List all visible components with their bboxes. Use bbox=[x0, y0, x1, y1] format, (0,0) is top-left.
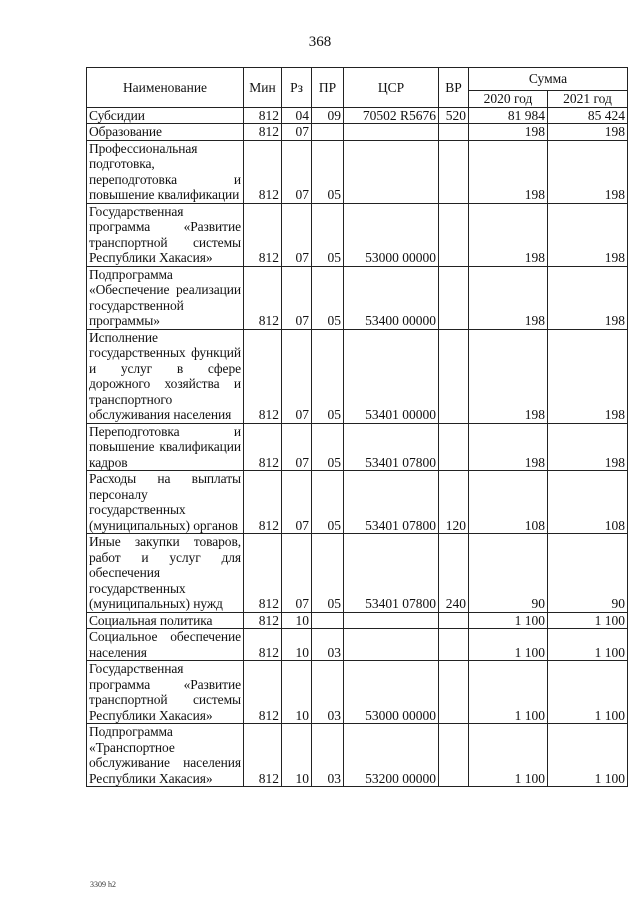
cell-y2021: 1 100 bbox=[548, 612, 628, 629]
cell-min: 812 bbox=[244, 724, 282, 787]
cell-y2021: 108 bbox=[548, 471, 628, 534]
cell-y2020: 1 100 bbox=[469, 661, 548, 724]
cell-vr bbox=[439, 629, 469, 661]
cell-rz: 07 bbox=[282, 266, 312, 329]
cell-y2021: 198 bbox=[548, 266, 628, 329]
cell-vr bbox=[439, 124, 469, 141]
cell-name: Переподготовка и повышение квалификации кадров bbox=[87, 423, 244, 471]
cell-y2021: 198 bbox=[548, 124, 628, 141]
cell-y2020: 198 bbox=[469, 124, 548, 141]
cell-rz: 07 bbox=[282, 140, 312, 203]
cell-csr: 53401 07800 bbox=[344, 423, 439, 471]
table-row bbox=[87, 107, 628, 124]
cell-csr bbox=[344, 612, 439, 629]
cell-rz: 04 bbox=[282, 107, 312, 124]
cell-rz: 10 bbox=[282, 661, 312, 724]
cell-min: 812 bbox=[244, 203, 282, 266]
header-sum: Сумма bbox=[469, 68, 628, 91]
table-row bbox=[87, 423, 628, 471]
page-number: 368 bbox=[308, 34, 332, 50]
cell-pr: 09 bbox=[312, 107, 344, 124]
cell-min: 812 bbox=[244, 534, 282, 613]
cell-pr: 05 bbox=[312, 203, 344, 266]
cell-min: 812 bbox=[244, 107, 282, 124]
cell-vr bbox=[439, 423, 469, 471]
table-row bbox=[87, 471, 628, 534]
cell-rz: 07 bbox=[282, 329, 312, 423]
header-2021: 2021 год bbox=[548, 91, 628, 108]
table-row bbox=[87, 629, 628, 661]
cell-name: Подпрограмма «Обеспечение реализации государственной программы» bbox=[87, 266, 244, 329]
cell-rz: 07 bbox=[282, 203, 312, 266]
cell-name: Социальное обеспечение населения bbox=[87, 629, 244, 661]
header-min: Мин bbox=[244, 68, 282, 108]
table-row bbox=[87, 124, 628, 141]
cell-pr: 05 bbox=[312, 534, 344, 613]
cell-name: Субсидии bbox=[87, 107, 244, 124]
table-row bbox=[87, 140, 628, 203]
cell-vr: 520 bbox=[439, 107, 469, 124]
cell-min: 812 bbox=[244, 629, 282, 661]
cell-y2020: 198 bbox=[469, 266, 548, 329]
cell-y2020: 81 984 bbox=[469, 107, 548, 124]
cell-vr bbox=[439, 203, 469, 266]
cell-y2020: 90 bbox=[469, 534, 548, 613]
cell-y2020: 198 bbox=[469, 423, 548, 471]
cell-name: Исполнение государственных функций и услуг в сфере дорожного хозяйства и транспортного обслуживания населения bbox=[87, 329, 244, 423]
table-row bbox=[87, 203, 628, 266]
cell-pr: 05 bbox=[312, 140, 344, 203]
cell-y2021: 1 100 bbox=[548, 724, 628, 787]
cell-min: 812 bbox=[244, 140, 282, 203]
cell-csr bbox=[344, 629, 439, 661]
cell-csr bbox=[344, 124, 439, 141]
cell-y2020: 1 100 bbox=[469, 612, 548, 629]
cell-vr bbox=[439, 329, 469, 423]
cell-y2021: 198 bbox=[548, 329, 628, 423]
cell-name: Государственная программа «Развитие транспортной системы Республики Хакасия» bbox=[87, 661, 244, 724]
cell-min: 812 bbox=[244, 471, 282, 534]
cell-name: Социальная политика bbox=[87, 612, 244, 629]
header-pr: ПР bbox=[312, 68, 344, 108]
cell-min: 812 bbox=[244, 124, 282, 141]
cell-vr bbox=[439, 661, 469, 724]
header-rz: Рз bbox=[282, 68, 312, 108]
cell-name: Государственная программа «Развитие транспортной системы Республики Хакасия» bbox=[87, 203, 244, 266]
cell-vr bbox=[439, 140, 469, 203]
cell-name: Подпрограмма «Транспортное обслуживание населения Республики Хакасия» bbox=[87, 724, 244, 787]
cell-pr: 03 bbox=[312, 629, 344, 661]
cell-min: 812 bbox=[244, 329, 282, 423]
cell-csr: 53401 07800 bbox=[344, 471, 439, 534]
cell-vr bbox=[439, 724, 469, 787]
cell-y2020: 1 100 bbox=[469, 629, 548, 661]
cell-y2020: 198 bbox=[469, 203, 548, 266]
cell-name: Иные закупки товаров, работ и услуг для обеспечения государственных (муниципальных) нужд bbox=[87, 534, 244, 613]
cell-rz: 07 bbox=[282, 124, 312, 141]
cell-pr: 03 bbox=[312, 661, 344, 724]
cell-rz: 07 bbox=[282, 423, 312, 471]
header-row bbox=[87, 68, 628, 91]
cell-y2021: 198 bbox=[548, 140, 628, 203]
cell-csr: 53200 00000 bbox=[344, 724, 439, 787]
cell-name: Расходы на выплаты персоналу государственных (муниципальных) органов bbox=[87, 471, 244, 534]
cell-y2020: 198 bbox=[469, 329, 548, 423]
cell-vr bbox=[439, 612, 469, 629]
cell-vr: 120 bbox=[439, 471, 469, 534]
table-row bbox=[87, 612, 628, 629]
cell-min: 812 bbox=[244, 661, 282, 724]
header-name: Наименование bbox=[87, 68, 244, 108]
cell-csr bbox=[344, 140, 439, 203]
cell-csr: 53401 07800 bbox=[344, 534, 439, 613]
cell-rz: 07 bbox=[282, 534, 312, 613]
cell-pr: 05 bbox=[312, 471, 344, 534]
cell-name: Образование bbox=[87, 124, 244, 141]
cell-pr: 05 bbox=[312, 329, 344, 423]
header-csr: ЦСР bbox=[344, 68, 439, 108]
table-row bbox=[87, 661, 628, 724]
cell-y2021: 1 100 bbox=[548, 661, 628, 724]
footer-code: 3309 h2 bbox=[90, 880, 116, 889]
cell-pr: 05 bbox=[312, 423, 344, 471]
table-row bbox=[87, 724, 628, 787]
cell-y2021: 1 100 bbox=[548, 629, 628, 661]
cell-y2021: 198 bbox=[548, 203, 628, 266]
cell-rz: 10 bbox=[282, 612, 312, 629]
cell-y2021: 85 424 bbox=[548, 107, 628, 124]
cell-csr: 53400 00000 bbox=[344, 266, 439, 329]
cell-y2021: 90 bbox=[548, 534, 628, 613]
cell-y2020: 1 100 bbox=[469, 724, 548, 787]
table-row bbox=[87, 534, 628, 613]
budget-table bbox=[86, 67, 628, 787]
header-2020: 2020 год bbox=[469, 91, 548, 108]
cell-y2020: 108 bbox=[469, 471, 548, 534]
cell-y2021: 198 bbox=[548, 423, 628, 471]
cell-csr: 53000 00000 bbox=[344, 661, 439, 724]
cell-vr bbox=[439, 266, 469, 329]
cell-csr: 53000 00000 bbox=[344, 203, 439, 266]
cell-min: 812 bbox=[244, 266, 282, 329]
cell-pr: 03 bbox=[312, 724, 344, 787]
cell-name: Профессиональная подготовка, переподготовка и повышение квалификации bbox=[87, 140, 244, 203]
header-vr: ВР bbox=[439, 68, 469, 108]
cell-rz: 07 bbox=[282, 471, 312, 534]
cell-y2020: 198 bbox=[469, 140, 548, 203]
cell-rz: 10 bbox=[282, 629, 312, 661]
cell-pr bbox=[312, 612, 344, 629]
cell-vr: 240 bbox=[439, 534, 469, 613]
cell-min: 812 bbox=[244, 612, 282, 629]
cell-pr bbox=[312, 124, 344, 141]
cell-pr: 05 bbox=[312, 266, 344, 329]
table-row bbox=[87, 329, 628, 423]
cell-csr: 70502 R5676 bbox=[344, 107, 439, 124]
table-row bbox=[87, 266, 628, 329]
cell-csr: 53401 00000 bbox=[344, 329, 439, 423]
cell-rz: 10 bbox=[282, 724, 312, 787]
cell-min: 812 bbox=[244, 423, 282, 471]
